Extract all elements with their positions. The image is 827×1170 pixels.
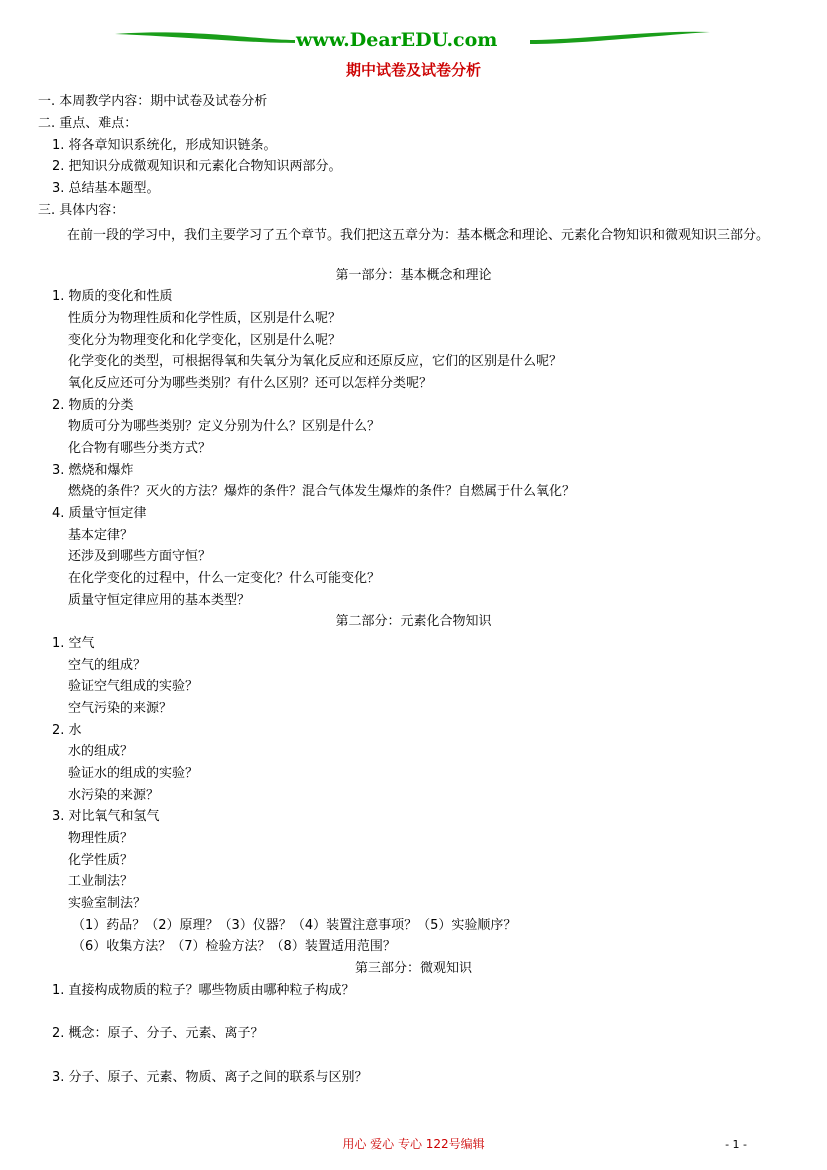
question-line: 化学性质？: [68, 853, 134, 868]
list-item: 3. 分子、原子、元素、物质、离子之间的联系与区别？: [52, 1070, 368, 1085]
topic-heading: 3. 燃烧和爆炸: [52, 463, 134, 478]
question-line: 验证空气组成的实验？: [68, 679, 199, 694]
question-line: 工业制法？: [68, 874, 134, 889]
question-line: 水的组成？: [68, 744, 134, 759]
question-line: 性质分为物理性质和化学性质，区别是什么呢？: [68, 311, 342, 326]
question-line: （6）收集方法？（7）检验方法？（8）装置适用范围？: [72, 939, 396, 954]
page-number: - 1 -: [725, 1138, 747, 1151]
question-line: （1）药品？（2）原理？（3）仪器？（4）装置注意事项？（5）实验顺序？: [72, 918, 517, 933]
document-title: 期中试卷及试卷分析: [345, 61, 481, 79]
question-line: 水污染的来源？: [68, 788, 160, 803]
question-line: 燃烧的条件？灭火的方法？爆炸的条件？混合气体发生爆炸的条件？自燃属于什么氧化？: [68, 484, 576, 499]
question-line: 验证水的组成的实验？: [68, 766, 199, 781]
question-line: 变化分为物理变化和化学变化，区别是什么呢？: [68, 333, 342, 348]
topic-heading: 2. 物质的分类: [52, 398, 134, 413]
question-line: 空气污染的来源？: [68, 701, 173, 716]
list-item: 2. 概念：原子、分子、元素、离子？: [52, 1026, 264, 1041]
question-line: 物理性质？: [68, 831, 134, 846]
part3-heading: 第三部分：微观知识: [354, 961, 472, 976]
section-2: 二. 重点、难点：: [38, 116, 138, 131]
part2-heading: 第二部分：元素化合物知识: [335, 614, 492, 629]
question-line: 在化学变化的过程中，什么一定变化？什么可能变化？: [68, 571, 381, 586]
section-3: 三. 具体内容：: [38, 203, 125, 218]
section-1: 一. 本周教学内容：期中试卷及试卷分析: [38, 94, 268, 109]
topic-heading: 1. 空气: [52, 636, 95, 651]
site-name: www.DearEDU.com: [296, 29, 498, 51]
footer-text: 用心 爱心 专心 122号编辑: [342, 1137, 485, 1151]
topic-heading: 4. 质量守恒定律: [52, 506, 147, 521]
question-line: 化合物有哪些分类方式？: [68, 441, 212, 456]
topic-heading: 2. 水: [52, 723, 82, 738]
question-line: 还涉及到哪些方面守恒？: [68, 549, 212, 564]
question-line: 化学变化的类型，可根据得氧和失氧分为氧化反应和还原反应，它们的区别是什么呢？: [68, 354, 563, 369]
question-line: 空气的组成？: [68, 658, 147, 673]
list-item: 1. 直接构成物质的粒子？哪些物质由哪种粒子构成？: [52, 983, 355, 998]
question-line: 物质可分为哪些类别？定义分别为什么？区别是什么？: [68, 419, 381, 434]
question-line: 质量守恒定律应用的基本类型？: [68, 593, 251, 608]
question-line: 基本定律？: [68, 528, 134, 543]
list-item: 1. 将各章知识系统化，形成知识链条。: [52, 138, 277, 153]
list-item: 3. 总结基本题型。: [52, 181, 160, 196]
topic-heading: 1. 物质的变化和性质: [52, 289, 173, 304]
intro-paragraph: 在前一段的学习中，我们主要学习了五个章节。我们把这五章分为：基本概念和理论、元素化合物知识和微观知识三部分。: [67, 228, 770, 243]
question-line: 氧化反应还可分为哪些类别？有什么区别？还可以怎样分类呢？: [68, 376, 433, 391]
part1-heading: 第一部分：基本概念和理论: [335, 268, 492, 283]
list-item: 2. 把知识分成微观知识和元素化合物知识两部分。: [52, 159, 342, 174]
question-line: 实验室制法？: [68, 896, 147, 911]
topic-heading: 3. 对比氧气和氢气: [52, 809, 160, 824]
